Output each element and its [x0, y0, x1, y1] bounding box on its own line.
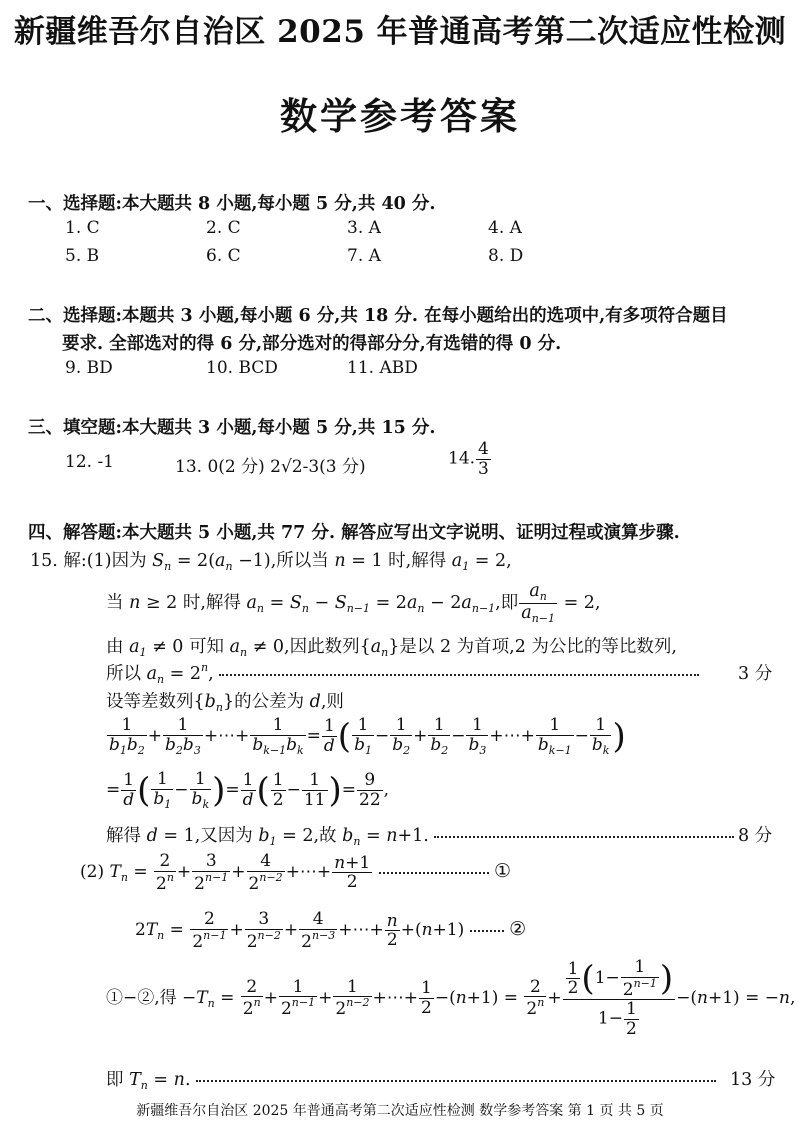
score-13: 13 分 — [730, 1070, 776, 1090]
q15-part2-eq1: (2) $T_n$ = $\frac{2}{2^n}$ + $\frac{3}{2^{n-1}}$ + $\frac{4}{2^{n-2}}$ +⋯+ $\frac{n+1}{2}$ ① — [80, 851, 512, 894]
section3-heading: 三、填空题:本大题共 3 小题,每小题 5 分,共 15 分. — [28, 418, 436, 438]
q15-line-geometric: 由 $a_1 \ne 0$ 可知 $a_n \ne 0$,因此数列$\{a_n\}$是以 2 为首项,2 为公比的等比数列, — [106, 637, 677, 659]
q15-text-a: 因为 $S_n = 2(a_n -1)$,所以当 n = 1 时,解得 $a_1 = 2$, — [111, 551, 512, 573]
q15-part2-subtraction: ①−②,得 $-T_n$ = $\frac{2}{2^n}$ + $\frac{1}{2^{n-1}}$ + $\frac{1}{2^{n-2}}$ +⋯+ $\frac{1}{2}$ −(n+1) = $\frac{2}{2^n}$ + $\frac{1}{2}$ (1− $\frac{1}{2^{n-1}}$ ) 1− $\frac{1}{2}$ −(n+1) = −n, — [106, 957, 796, 1040]
answer-4: 4. A — [488, 218, 522, 238]
section2-heading-line2: 要求. 全部选对的得 6 分,部分选对的得部分分,有选错的得 0 分. — [62, 334, 562, 354]
answer-13: 13. 0(2 分) 2√2-3(3 分) — [175, 457, 366, 477]
document-subtitle: 数学参考答案 — [280, 94, 520, 138]
q15-part1-line1 — [30, 547, 512, 573]
q15-telescoping-sum: $\frac{1}{b_1b_2}$ + $\frac{1}{b_2b_3}$ +⋯+ $\frac{1}{b_{k-1}b_k}$ = $\frac{1}{d}$ ( $\frac{1}{b_1}$ − $\frac{1}{b_2}$ + $\frac{1}{b_2}$ − $\frac{1}{b_3}$ +⋯+ $\frac{1}{b_{k-1}}$ − $\frac{1}{b_k}$ ) — [109, 715, 626, 757]
eq-mark-2: ② — [509, 918, 527, 941]
answer-5: 5. B — [65, 246, 100, 266]
q15-conclusion: 即 $T_n = n$. — [106, 1066, 716, 1092]
q15-line-an: 所以 $a_n = 2^n$, — [106, 660, 699, 686]
answer-7: 7. A — [347, 246, 381, 266]
score-8: 8 分 — [738, 826, 773, 846]
page-footer: 新疆维吾尔自治区 2025 年普通高考第二次适应性检测 数学参考答案 第 1 页 共 5 页 — [136, 1103, 664, 1119]
q15-part2-eq2: $2T_n$ = $\frac{2}{2^{n-1}}$ + $\frac{3}{2^{n-2}}$ + $\frac{4}{2^{n-3}}$ +⋯+ $\frac{n}{2}$ +(n+1) ② — [135, 909, 527, 952]
answer-14-denominator: 3 — [478, 458, 489, 479]
section2-heading-line1: 二、选择题:本题共 3 小题,每小题 6 分,共 18 分. 在每小题给出的选项中,有多项符合题目 — [28, 306, 728, 326]
answer-14 — [448, 440, 492, 478]
eq-mark-1: ① — [494, 860, 512, 883]
score-3: 3 分 — [738, 664, 773, 684]
answer-8: 8. D — [488, 246, 524, 266]
q15-line-recurrence: 当 n ≥ 2 时,解得 $a_n = S_n - S_{n-1} = 2a_n - 2a_{n-1}$,即 $\frac{a_n}{a_{n-1}}$ = 2, — [106, 581, 601, 626]
answer-12: 12. -1 — [65, 452, 114, 472]
section4-heading: 四、解答题:本大题共 5 小题,共 77 分. 解答应写出文字说明、证明过程或演算步骤. — [28, 523, 680, 543]
answer-11: 11. ABD — [347, 358, 418, 378]
answer-10: 10. BCD — [206, 358, 278, 378]
q15-line-d: 解得 d = 1,又因为 $b_1 = 2$,故 $b_n = n+1$. — [106, 822, 734, 848]
answer-9: 9. BD — [65, 358, 113, 378]
answer-2: 2. C — [206, 218, 241, 238]
q15-line-arith: 设等差数列$\{b_n\}$的公差为 d,则 — [106, 692, 344, 714]
answer-14-numerator: 4 — [478, 439, 489, 459]
answer-6: 6. C — [206, 246, 241, 266]
document-title: 新疆维吾尔自治区 2025 年普通高考第二次适应性检测 — [13, 14, 787, 50]
answer-1: 1. C — [65, 218, 100, 238]
answer-14-label: 14. — [448, 448, 476, 469]
q15-telescoping-result: = $\frac{1}{d}$ ( $\frac{1}{b_1}$ − $\frac{1}{b_k}$ )= $\frac{1}{d}$ ( $\frac{1}{2}$ − $\frac{1}{11}$ )= $\frac{9}{22}$ , — [106, 769, 390, 811]
section1-heading: 一、选择题:本大题共 8 小题,每小题 5 分,共 40 分. — [28, 194, 436, 214]
answer-3: 3. A — [347, 218, 381, 238]
q15-label: 15. 解:(1) — [30, 551, 112, 571]
